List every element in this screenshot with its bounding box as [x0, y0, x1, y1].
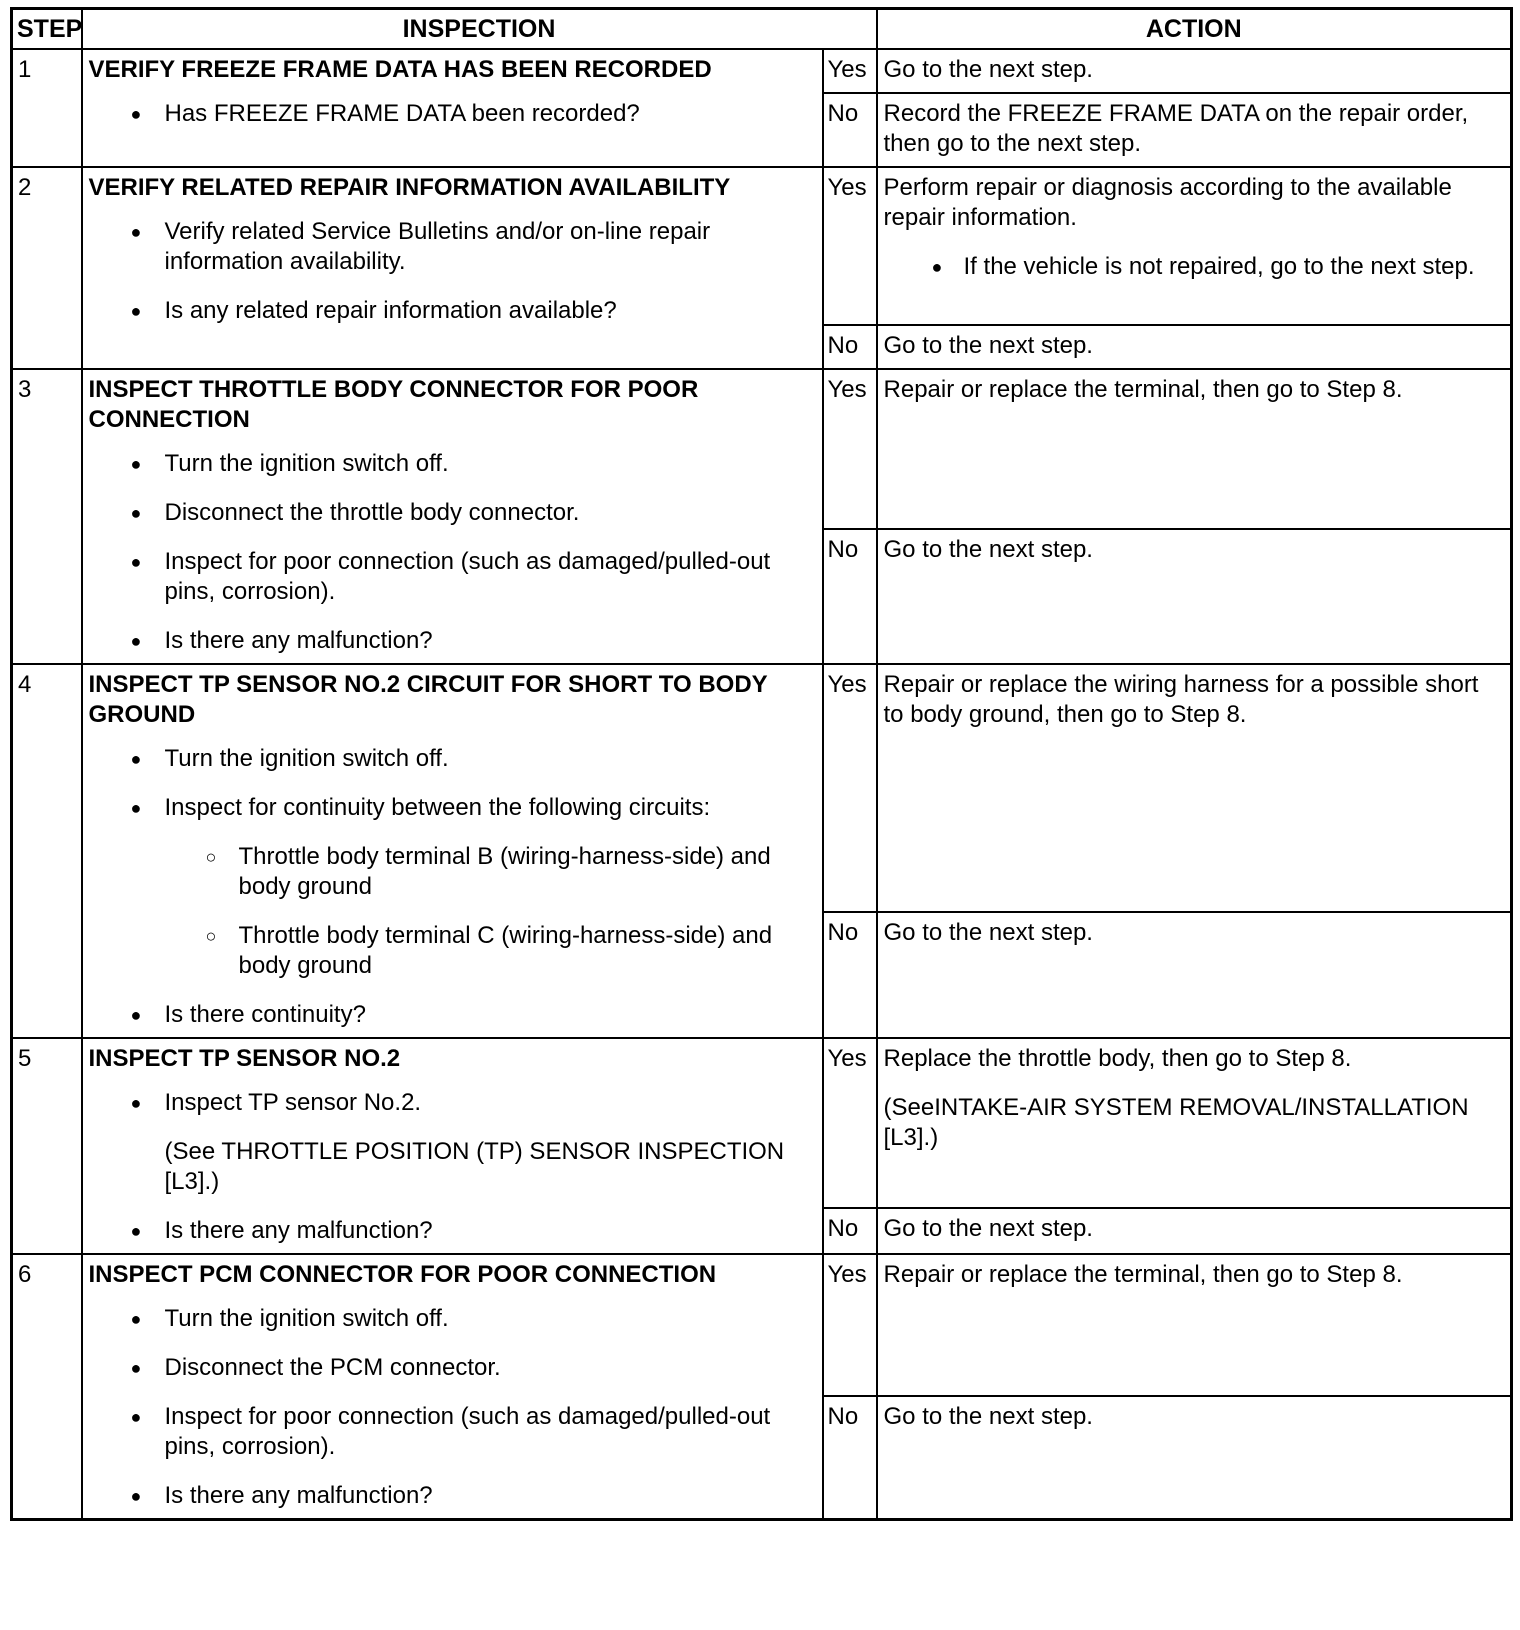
no-label: No — [823, 325, 877, 369]
step-row — [12, 49, 1512, 93]
no-action: Go to the next step. — [877, 1208, 1512, 1254]
inspection-list — [89, 1304, 816, 1511]
bullet-item: ● Turn the ignition switch off. — [89, 1304, 816, 1334]
no-action: Go to the next step. — [877, 529, 1512, 664]
sub-bullet-item: ○ Throttle body terminal B (wiring-harness-side) and body ground — [89, 842, 816, 902]
yes-action: Repair or replace the wiring harness for a possible short to body ground, then go to Step 8. — [877, 664, 1512, 912]
yes-label: Yes — [823, 369, 877, 529]
sub-bullet-item: ○ Throttle body terminal C (wiring-harness-side) and body ground — [89, 921, 816, 981]
step-row — [12, 1038, 1512, 1208]
bullet-item: ● Has FREEZE FRAME DATA been recorded? — [89, 99, 816, 129]
bullet-item: ● Inspect for poor connection (such as damaged/pulled-out pins, corrosion). — [89, 1402, 816, 1462]
no-action: Go to the next step. — [877, 912, 1512, 1038]
bullet-item: ● Disconnect the throttle body connector. — [89, 498, 816, 528]
yes-label: Yes — [823, 49, 877, 93]
yes-label: Yes — [823, 664, 877, 912]
inspection-list — [89, 1216, 816, 1246]
step-title: VERIFY RELATED REPAIR INFORMATION AVAILABILITY — [88, 174, 731, 201]
step-header: STEP — [12, 9, 82, 50]
step-row — [12, 167, 1512, 325]
yes-sub-bullet: ● If the vehicle is not repaired, go to the next step. — [884, 252, 1505, 282]
inspection-cell — [82, 369, 823, 664]
yes-action: Replace the throttle body, then go to Step 8. — [883, 1045, 1352, 1072]
bullet-item: ● Turn the ignition switch off. — [89, 744, 816, 774]
diagnostic-table — [10, 7, 1513, 1521]
inspection-list — [89, 449, 816, 656]
yes-action: Go to the next step. — [877, 49, 1512, 93]
inspection-cell — [82, 664, 823, 1038]
inspection-list — [89, 217, 816, 326]
step-row — [12, 664, 1512, 912]
no-label: No — [823, 1208, 877, 1254]
yes-action: Repair or replace the terminal, then go to Step 8. — [877, 1254, 1512, 1396]
bullet-item: ● Is there any malfunction? — [89, 1216, 816, 1246]
bullet-item: ● Disconnect the PCM connector. — [89, 1353, 816, 1383]
no-action: Record the FREEZE FRAME DATA on the repair order, then go to the next step. — [877, 93, 1512, 167]
step-title: INSPECT TP SENSOR NO.2 CIRCUIT FOR SHORT TO BODY GROUND — [88, 671, 768, 728]
yes-action-cell — [877, 167, 1512, 325]
no-label: No — [823, 912, 877, 1038]
yes-label: Yes — [823, 1038, 877, 1208]
step-number: 1 — [12, 49, 82, 167]
bullet-item: ● Is there continuity? — [89, 1000, 816, 1030]
bullet-item: ● Inspect for continuity between the following circuits: — [89, 793, 816, 823]
step-title: INSPECT THROTTLE BODY CONNECTOR FOR POOR CONNECTION — [88, 376, 699, 433]
step-title: VERIFY FREEZE FRAME DATA HAS BEEN RECORDED — [88, 56, 712, 83]
inspection-cell — [82, 167, 823, 369]
step-number: 3 — [12, 369, 82, 664]
step-row — [12, 1254, 1512, 1396]
action-header: ACTION — [877, 9, 1512, 50]
inspection-list — [89, 1088, 816, 1118]
step-number: 2 — [12, 167, 82, 369]
no-action: Go to the next step. — [877, 325, 1512, 369]
no-action: Go to the next step. — [877, 1396, 1512, 1520]
yes-action: Perform repair or diagnosis according to the available repair information. — [883, 174, 1452, 231]
bullet-item: ● Is there any malfunction? — [89, 1481, 816, 1511]
bullet-item: ● Inspect for poor connection (such as damaged/pulled-out pins, corrosion). — [89, 547, 816, 607]
bullet-item: ● Verify related Service Bulletins and/or on-line repair information availability. — [89, 217, 816, 277]
step-title: INSPECT PCM CONNECTOR FOR POOR CONNECTION — [88, 1261, 717, 1288]
inspection-header: INSPECTION — [82, 9, 877, 50]
step-number: 5 — [12, 1038, 82, 1254]
yes-action-cell — [877, 1038, 1512, 1208]
bullet-item: ● Turn the ignition switch off. — [89, 449, 816, 479]
inspection-cell — [82, 49, 823, 167]
inspection-list — [89, 744, 816, 1030]
step-number: 4 — [12, 664, 82, 1038]
yes-label: Yes — [823, 1254, 877, 1396]
step-row — [12, 369, 1512, 529]
bullet-item: ● Inspect TP sensor No.2. — [89, 1088, 816, 1118]
step-title: INSPECT TP SENSOR NO.2 — [88, 1045, 401, 1072]
yes-action: Repair or replace the terminal, then go to Step 8. — [877, 369, 1512, 529]
no-label: No — [823, 1396, 877, 1520]
reference-note: (See THROTTLE POSITION (TP) SENSOR INSPECTION [L3].) — [164, 1138, 785, 1195]
yes-label: Yes — [823, 167, 877, 325]
no-label: No — [823, 93, 877, 167]
inspection-cell — [82, 1254, 823, 1520]
bullet-item: ● Is there any malfunction? — [89, 626, 816, 656]
header-row — [12, 9, 1512, 50]
inspection-cell — [82, 1038, 823, 1254]
step-number: 6 — [12, 1254, 82, 1520]
bullet-item: ● Is any related repair information available? — [89, 296, 816, 326]
inspection-list — [89, 99, 816, 129]
no-label: No — [823, 529, 877, 664]
yes-reference-note: (SeeINTAKE-AIR SYSTEM REMOVAL/INSTALLATION [L3].) — [883, 1094, 1469, 1151]
